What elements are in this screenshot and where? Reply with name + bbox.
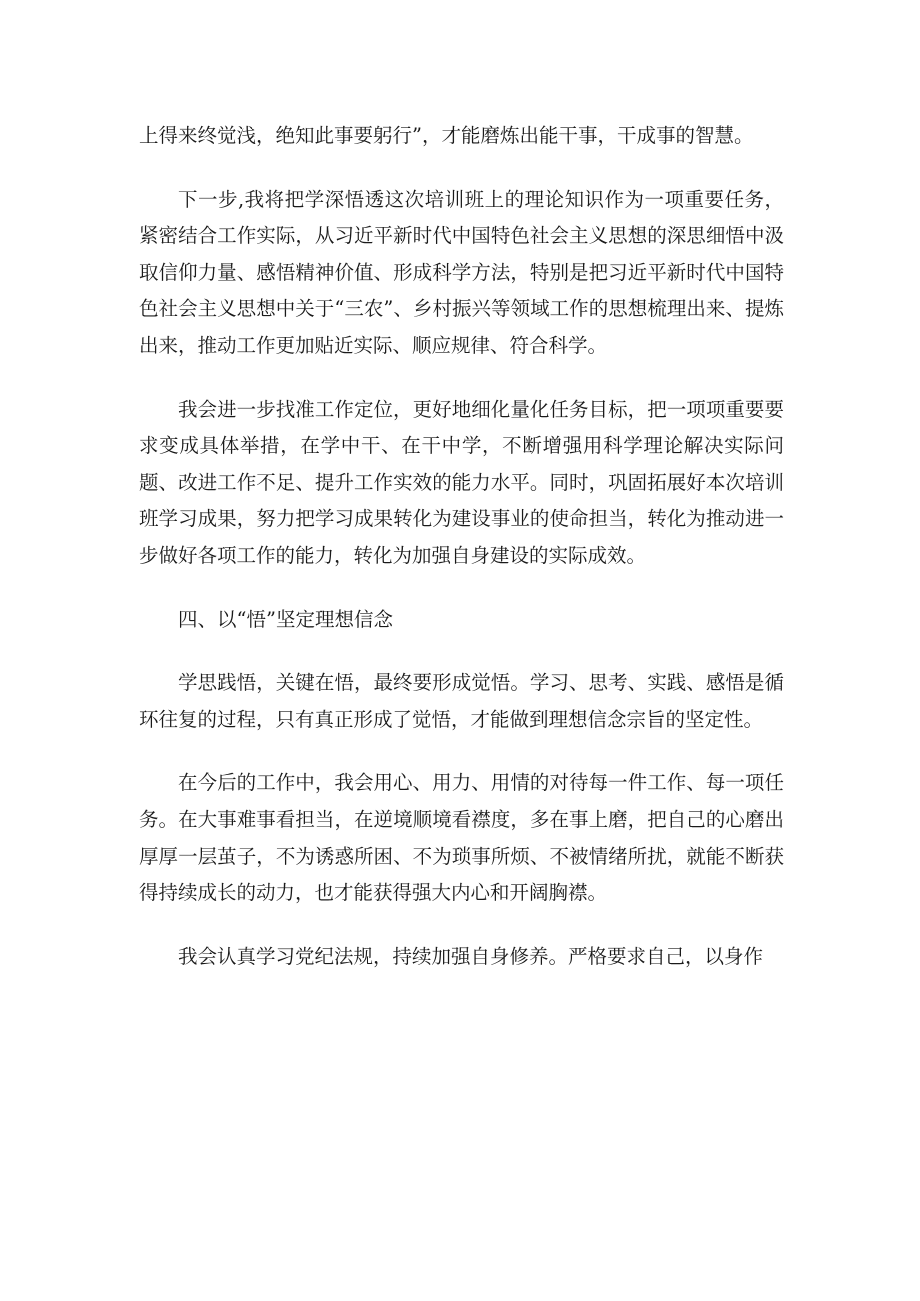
paragraph-next-step: 下一步,我将把学深悟透这次培训班上的理论知识作为一项重要任务，紧密结合工作实际，从习近平新时代中国特色社会主义思想的深思细悟中汲取信仰力量、感悟精神价值、形成科学方法，特别是把习近平新时代中国特色社会主义思想中关于“三农”、乡村振兴等领域工作的思想梳理出来、提炼出来，推动工作更加贴近实际、顺应规律、符合科学。: [139, 187, 784, 357]
document-body: [139, 118, 784, 1002]
section-heading: 四、以“悟”坚定理想信念: [178, 607, 393, 631]
paragraph-party-discipline: 我会认真学习党纪法规，持续加强自身修养。严格要求自己，以身作: [178, 944, 764, 968]
paragraph-continuation: 上得来终觉浅，绝知此事要躬行”，才能磨炼出能干事，干成事的智慧。: [139, 124, 754, 147]
paragraph-future-work: 在今后的工作中，我会用心、用力、用情的对待每一件工作、每一项任务。在大事难事看担当，在逆境顺境看襟度，多在事上磨，把自己的心磨出厚厚一层茧子，不为诱惑所困、不为琐事所烦、不被情绪所扰，就能不断获得持续成长的动力，也才能获得强大内心和开阔胸襟。: [139, 771, 784, 905]
paragraph-work-positioning: 我会进一步找准工作定位，更好地细化量化任务目标，把一项项重要要求变成具体举措，在学中干、在干中学，不断增强用科学理论解决实际问题、改进工作不足、提升工作实效的能力水平。同时，巩固拓展好本次培训班学习成果，努力把学习成果转化为建设事业的使命担当，转化为推动进一步做好各项工作的能力，转化为加强自身建设的实际成效。: [139, 397, 784, 567]
paragraph-awareness: 学思践悟，关键在悟，最终要形成觉悟。学习、思考、实践、感悟是循环往复的过程，只有真正形成了觉悟，才能做到理想信念宗旨的坚定性。: [139, 671, 784, 731]
